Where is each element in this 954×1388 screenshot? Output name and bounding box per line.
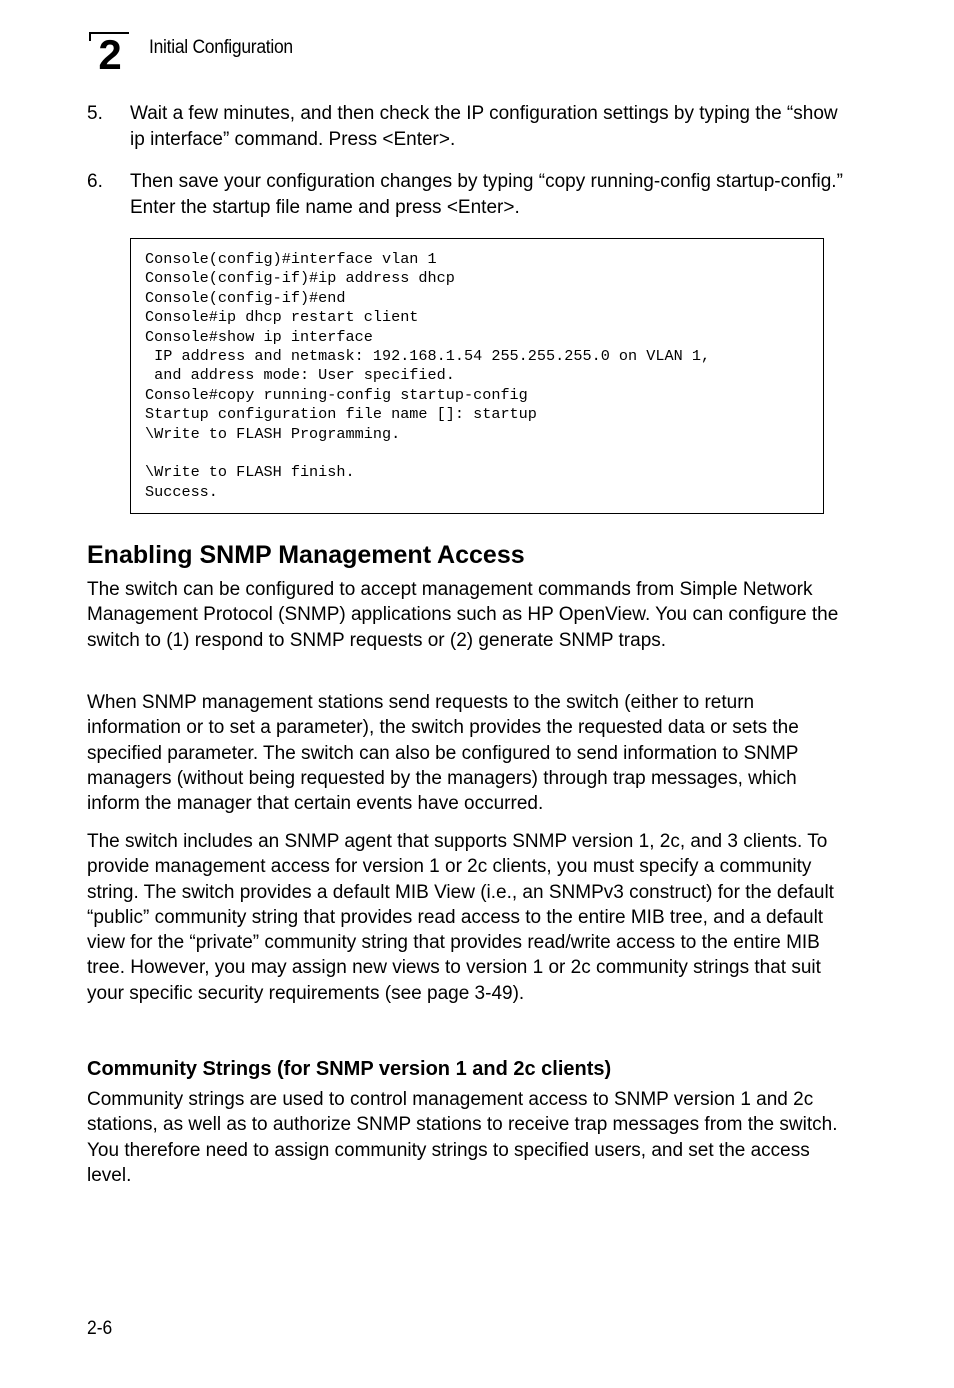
- list-item: [87, 169, 847, 220]
- step-number: 5.: [87, 103, 103, 124]
- chapter-number-badge: [89, 32, 129, 72]
- code-example-box: [130, 238, 824, 514]
- body-paragraph: The switch includes an SNMP agent that supports SNMP version 1, 2c, and 3 clients. To provide management access for version 1 or 2c clients, you must specify a community string. The switch provides a default MIB View (i.e., an SNMPv3 construct) for the default “public” community string that provides read access to the entire MIB tree, and a default view for the “private” community string that provides read/write access to the entire MIB tree. However, you may assign new views to version 1 or 2c community strings that suit your specific security requirements (see page 3-49).: [87, 831, 834, 1004]
- step-number: 6.: [87, 171, 103, 192]
- code-example: Console(config)#interface vlan 1 Console(config-if)#ip address dhcp Console(config-if)#end Console#ip dhcp restart client Console#show ip interface IP address and netmask: 192.168.1.54 255.255.255.0 on VLAN 1, and address mode: User specified. Console#copy running-config startup-config Startup configuration file name []: startup \Write to FLASH Programming. \Write to FLASH finish. Success.: [145, 250, 711, 501]
- list-item: [87, 101, 847, 152]
- running-title: Initial Configuration: [149, 37, 293, 58]
- section-heading: Enabling SNMP Management Access: [87, 541, 525, 569]
- subsection-heading: Community Strings (for SNMP version 1 and 2c clients): [87, 1058, 612, 1080]
- step-text: Then save your configuration changes by typing “copy running-config startup-config.” Enter the startup file name and press <Enter>.: [130, 171, 843, 218]
- step-text: Wait a few minutes, and then check the IP configuration settings by typing the “show ip interface” command. Press <Enter>.: [130, 103, 838, 150]
- chapter-number: 2: [98, 32, 122, 72]
- body-paragraph: Community strings are used to control management access to SNMP version 1 and 2c stations, as well as to authorize SNMP stations to receive trap messages from the switch. You therefore need to assign community strings to specified users, and set the access level.: [87, 1089, 838, 1186]
- page-number: 2-6: [87, 1318, 113, 1339]
- body-paragraph: The switch can be configured to accept management commands from Simple Network Management Protocol (SNMP) applications such as HP OpenView. You can configure the switch to (1) respond to SNMP requests or (2) generate SNMP traps.: [87, 579, 839, 651]
- body-paragraph: When SNMP management stations send requests to the switch (either to return information or to set a parameter), the switch provides the requested data or sets the specified parameter. The switch can also be configured to send information to SNMP managers (without being requested by the managers) through trap messages, which inform the manager that certain events have occurred.: [87, 692, 799, 815]
